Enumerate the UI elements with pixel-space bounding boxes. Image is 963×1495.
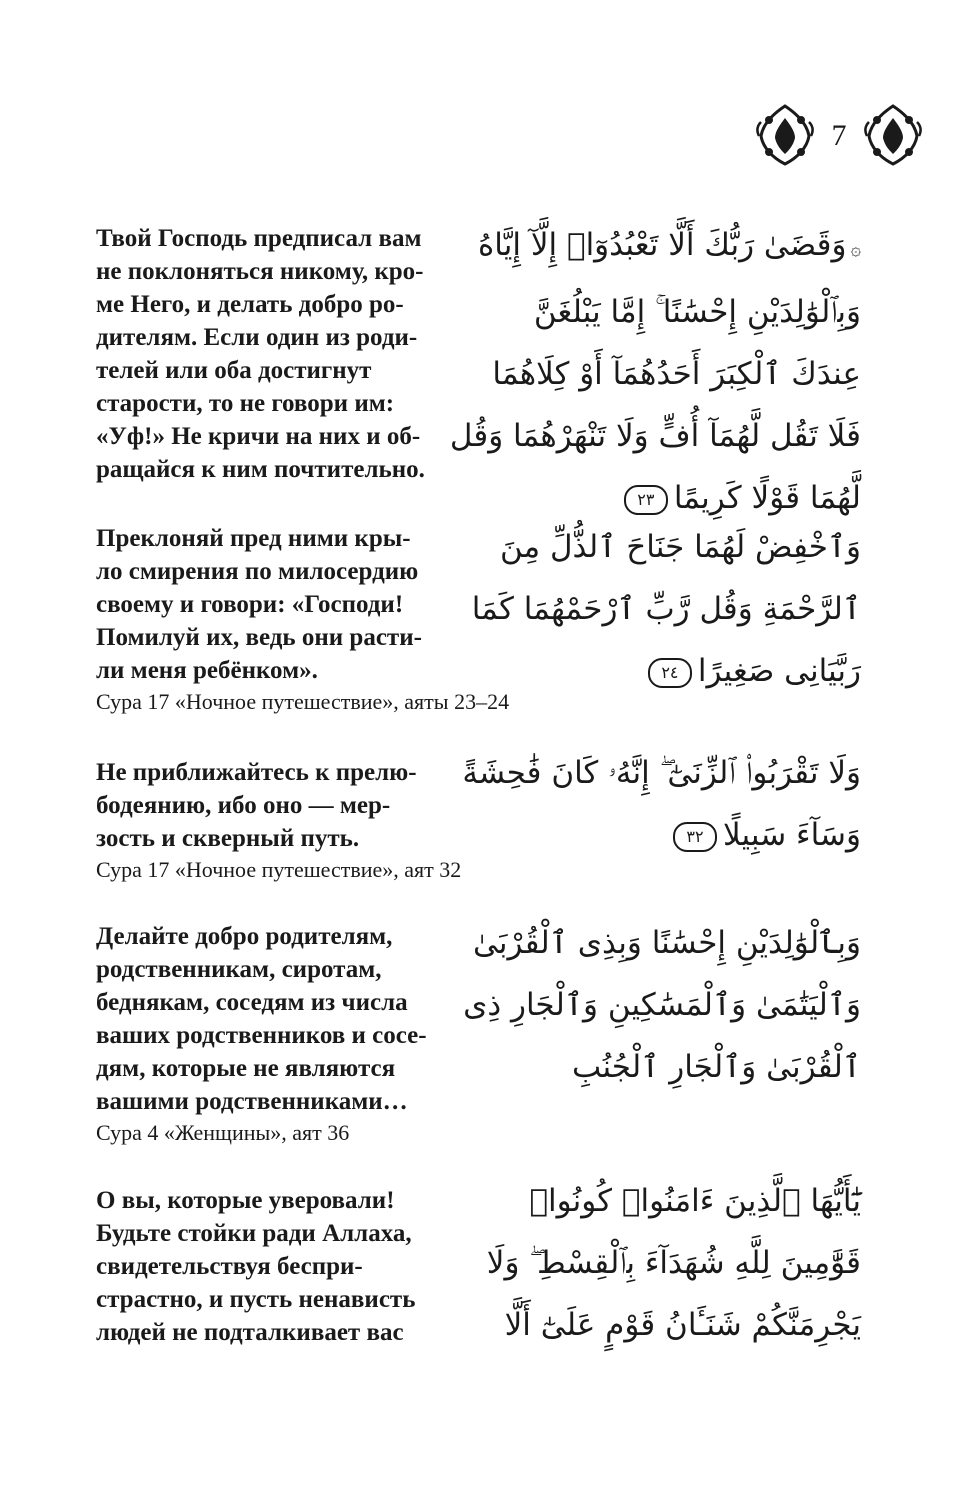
floral-ornament-icon — [863, 100, 923, 170]
translation-line: ли меня ребёнком». — [96, 657, 318, 684]
translation-line: Преклоняй пред ними кры- — [96, 525, 411, 552]
russian-translation — [96, 522, 510, 717]
translation-line: зость и скверный путь. — [96, 825, 360, 852]
arabic-line: وَسَآءَ سَبِيلًا٣٢ — [481, 804, 861, 866]
arabic-line: فَلَا تَقُل لَّهُمَآ أُفٍّ وَلَا تَنْهَرْهُمَا وَقُل — [449, 418, 861, 454]
arabic-line: ۞وَقَضَىٰ رَبُّكَ أَلَّا تَعْبُدُوٓا۟ إِلَّآ إِيَّاهُ — [478, 227, 861, 263]
arabic-verse — [462, 742, 861, 866]
arabic-line: لَّهُمَا قَوْلًا كَرِيمًا٢٣ — [481, 467, 861, 529]
translation-line: свидетельствуя беспри- — [96, 1253, 363, 1280]
arabic-line: ٱلرَّحْمَةِ وَقُل رَّبِّ ٱرْحَمْهُمَا كَمَا — [471, 591, 861, 627]
translation-line: Не приближайтесь к прелю- — [96, 759, 417, 786]
translation-line: родственникам, сиротам, — [96, 956, 382, 983]
translation-line: Будьте стойки ради Аллаха, — [96, 1220, 412, 1247]
arabic-verse — [481, 1170, 861, 1356]
translation-line: старости, то не говори им: — [96, 390, 395, 417]
translation-line: своему и говори: «Господи! — [96, 591, 404, 618]
arabic-line: وَٱلْيَتَٰمَىٰ وَٱلْمَسَٰكِينِ وَٱلْجَارِ ذِى — [463, 987, 861, 1023]
translation-line: «Уф!» Не кричи на них и об- — [96, 423, 421, 450]
hizb-star-icon: ۞ — [850, 239, 861, 260]
ayah-number-marker: ٣٢ — [673, 822, 717, 852]
translation-line: не поклоняться никому, кро- — [96, 258, 424, 285]
sura-reference: Сура 4 «Женщины», аят 36 — [96, 1120, 350, 1145]
translation-line: ращайся к ним почтительно. — [96, 456, 425, 483]
translation-line: вашими родственниками… — [96, 1088, 408, 1115]
arabic-line: وَٱخْفِضْ لَهُمَا جَنَاحَ ٱلذُّلِّ مِنَ — [499, 529, 861, 565]
translation-line: ме Него, и делать добро ро- — [96, 291, 404, 318]
floral-ornament-icon — [755, 100, 815, 170]
arabic-line: وَبِٱلْوَٰلِدَيْنِ إِحْسَٰنًا ۚ إِمَّا يَبْلُغَنَّ — [533, 294, 861, 330]
arabic-line: رَبَّيَانِى صَغِيرًا٢٤ — [481, 640, 861, 702]
arabic-line: ٱلْقُرْبَىٰ وَٱلْجَارِ ٱلْجُنُبِ — [572, 1049, 861, 1085]
translation-line: дителям. Если один из роди- — [96, 324, 418, 351]
arabic-line: وَلَا تَقْرَبُوا۟ ٱلزِّنَىٰٓ ۖ إِنَّهُۥ كَانَ فَٰحِشَةً — [462, 755, 861, 791]
translation-line: Твой Господь предписал вам — [96, 225, 422, 252]
sura-reference: Сура 17 «Ночное путешествие», аяты 23–24 — [96, 689, 510, 714]
ayah-number-marker: ٢٣ — [624, 485, 668, 515]
arabic-line: عِندَكَ ٱلْكِبَرَ أَحَدُهُمَآ أَوْ كِلَاهُمَا — [492, 356, 861, 392]
translation-line: Помилуй их, ведь они расти- — [96, 624, 422, 651]
arabic-line: يَجْرِمَنَّكُمْ شَنَـَٔانُ قَوْمٍ عَلَىٰٓ أَلَّا — [504, 1307, 861, 1343]
translation-line: страстно, и пусть ненависть — [96, 1286, 416, 1313]
russian-translation — [96, 920, 476, 1148]
translation-line: ло смирения по милосердию — [96, 558, 419, 585]
translation-line: дям, которые не являются — [96, 1055, 396, 1082]
arabic-verse — [449, 214, 861, 529]
sura-reference: Сура 17 «Ночное путешествие», аят 32 — [96, 857, 462, 882]
russian-translation — [96, 1184, 476, 1349]
russian-translation — [96, 222, 476, 486]
arabic-line: قَوَّٰمِينَ لِلَّهِ شُهَدَآءَ بِٱلْقِسْطِ ۖ وَلَا — [486, 1245, 861, 1281]
translation-line: людей не подталкивает вас — [96, 1319, 404, 1346]
arabic-line: وَبِٱلْوَٰلِدَيْنِ إِحْسَٰنًا وَبِذِى ٱلْقُرْبَىٰ — [473, 925, 861, 961]
ayah-number-marker: ٢٤ — [648, 658, 692, 688]
translation-line: беднякам, соседям из числа — [96, 989, 408, 1016]
arabic-verse — [471, 516, 861, 702]
russian-translation — [96, 756, 476, 885]
translation-line: О вы, которые уверовали! — [96, 1187, 395, 1214]
page-header — [755, 100, 925, 180]
arabic-verse — [463, 912, 861, 1098]
page-number: 7 — [831, 119, 847, 152]
translation-line: ваших родственников и сосе- — [96, 1022, 427, 1049]
translation-line: телей или оба достигнут — [96, 357, 372, 384]
translation-line: бодеянию, ибо оно — мер- — [96, 792, 391, 819]
translation-line: Делайте добро родителям, — [96, 923, 393, 950]
arabic-line: يَٰٓأَيُّهَا ٱلَّذِينَ ءَامَنُوا۟ كُونُوا۟ — [529, 1183, 861, 1219]
